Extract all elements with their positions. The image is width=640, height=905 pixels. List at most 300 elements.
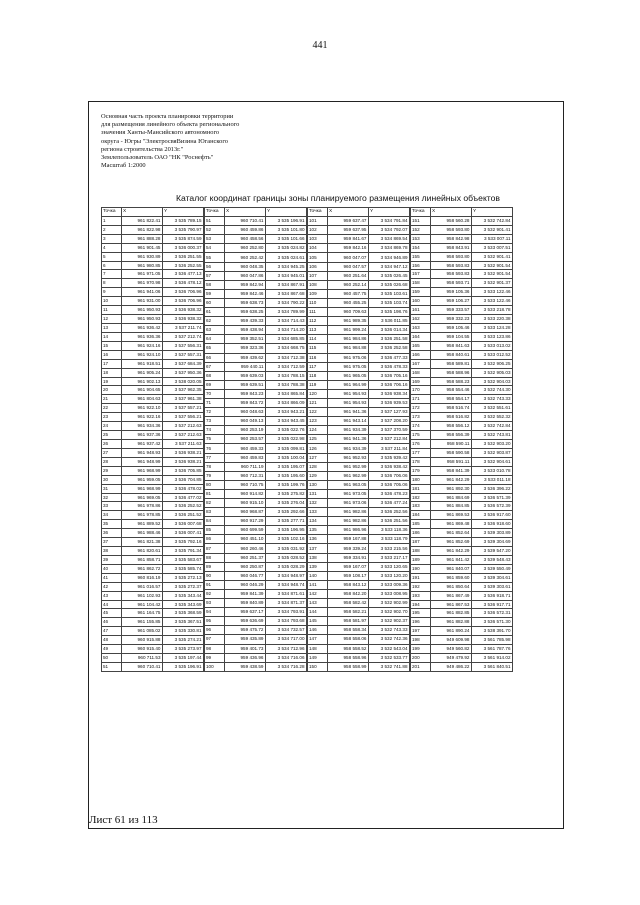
point-number-cell: 32 [102,493,122,502]
coordinate-table [307,207,410,672]
table-row [411,529,513,538]
x-coordinate-cell: 959 637.47 [328,217,369,226]
y-coordinate-cell: 3 536 007.41 [163,529,204,538]
point-number-cell: 126 [308,444,328,453]
y-coordinate-cell: 3 537 684.39 [163,359,204,368]
table-row [308,235,410,244]
table-row [102,234,204,243]
x-coordinate-cell: 961 962.99 [328,471,369,480]
x-coordinate-cell: 961 978.86 [122,502,163,511]
y-coordinate-cell: 3 537 211.63 [163,439,204,448]
y-coordinate-cell: 3 533 007.51 [472,243,513,252]
point-number-cell: 107 [308,271,328,280]
table-row [411,457,513,466]
x-coordinate-cell: 961 869.48 [431,520,472,529]
y-coordinate-cell: 3 532 902.70 [369,608,410,617]
x-coordinate-cell: 959 843.72 [225,398,266,407]
y-coordinate-cell: 3 535 343.44 [163,591,204,600]
y-coordinate-cell: 3 535 585.74 [163,564,204,573]
y-coordinate-cell: 3 533 118.79 [369,535,410,544]
point-number-cell: 117 [308,362,328,371]
table-row [205,344,307,353]
point-number-cell: 105 [308,253,328,262]
y-coordinate-cell: 3 534 712.96 [266,644,307,653]
y-coordinate-cell: 3 535 103.74 [369,298,410,307]
x-coordinate-cell: 961 904.65 [122,386,163,395]
table-row [102,547,204,556]
x-coordinate-cell: 959 638.25 [225,308,266,317]
x-coordinate-cell: 959 439.62 [225,353,266,362]
x-coordinate-cell: 961 982.86 [328,517,369,526]
point-number-cell: 151 [411,216,431,225]
x-coordinate-cell: 961 852.69 [431,538,472,547]
point-number-cell: 179 [411,466,431,475]
table-row [411,538,513,547]
table-row [102,306,204,315]
x-coordinate-cell: 961 984.88 [328,344,369,353]
table-row [411,359,513,368]
table-row [308,653,410,662]
point-number-cell: 35 [102,520,122,529]
x-coordinate-cell: 961 978.85 [122,511,163,520]
table-row [205,389,307,398]
y-coordinate-cell: 3 539 304.69 [472,538,513,547]
y-coordinate-cell: 3 536 014.34 [369,326,410,335]
point-number-cell: 33 [102,502,122,511]
y-coordinate-cell: 3 537 212.63 [163,431,204,440]
x-coordinate-cell: 959 636.69 [225,617,266,626]
table-row [411,591,513,600]
point-number-cell: 95 [205,617,225,626]
point-number-cell: 193 [411,591,431,600]
point-number-cell: 114 [308,335,328,344]
x-coordinate-cell: 960 048.35 [225,262,266,271]
point-number-cell: 42 [102,582,122,591]
table-row [411,234,513,243]
table-row [205,535,307,544]
y-coordinate-cell: 3 536 918.60 [472,520,513,529]
table-row [411,404,513,413]
y-coordinate-cell: 3 534 791.84 [369,217,410,226]
y-coordinate-cell: 3 534 714.20 [266,326,307,335]
table-row [205,653,307,662]
table-row [205,526,307,535]
point-number-cell: 3 [102,234,122,243]
x-coordinate-cell: 961 842.29 [431,475,472,484]
y-coordinate-cell: 3 537 961.38 [163,395,204,404]
table-row [411,582,513,591]
y-coordinate-cell: 3 537 212.74 [163,332,204,341]
x-coordinate-cell: 961 936.36 [122,332,163,341]
y-coordinate-cell: 3 535 024.61 [266,253,307,262]
table-row [102,243,204,252]
y-coordinate-cell: 3 539 548.43 [472,555,513,564]
point-number-cell: 110 [308,298,328,307]
x-coordinate-cell: 961 986.96 [328,526,369,535]
y-coordinate-cell: 3 534 716.06 [266,653,307,662]
point-number-cell: 111 [308,308,328,317]
point-number-cell: 98 [205,644,225,653]
column-header: Y [266,208,307,217]
point-number-cell: 56 [205,262,225,271]
x-coordinate-cell: 958 590.11 [431,439,472,448]
table-row [205,580,307,589]
point-number-cell: 135 [308,526,328,535]
point-number-cell: 138 [308,553,328,562]
point-number-cell: 92 [205,589,225,598]
table-row [411,395,513,404]
y-coordinate-cell: 3 534 869.54 [369,235,410,244]
table-row [102,448,204,457]
y-coordinate-cell: 3 536 252.55 [163,261,204,270]
point-number-cell: 129 [308,471,328,480]
y-coordinate-cell: 3 532 904.61 [472,457,513,466]
y-coordinate-cell: 3 537 211.74 [163,323,204,332]
table-row [205,298,307,307]
x-coordinate-cell: 961 804.63 [122,395,163,404]
table-row [411,306,513,315]
table-row [308,644,410,653]
y-coordinate-cell: 3 537 962.35 [163,386,204,395]
table-row [411,315,513,324]
point-number-cell: 22 [102,404,122,413]
y-coordinate-cell: 3 537 950.36 [163,368,204,377]
table-row [205,271,307,280]
x-coordinate-cell: 961 869.53 [431,511,472,520]
table-row [205,599,307,608]
coordinate-grid [101,207,560,672]
table-row [411,368,513,377]
table-row [102,618,204,627]
x-coordinate-cell: 960 915.10 [225,499,266,508]
point-number-cell: 75 [205,435,225,444]
point-number-cell: 146 [308,626,328,635]
point-number-cell: 144 [308,608,328,617]
y-coordinate-cell: 3 532 552.32 [472,413,513,422]
point-number-cell: 156 [411,261,431,270]
table-row [205,435,307,444]
x-coordinate-cell: 960 712.31 [225,471,266,480]
column-header: Точка [102,208,122,217]
point-number-cell: 100 [205,662,225,671]
table-row [102,466,204,475]
y-coordinate-cell: 3 535 102.16 [266,535,307,544]
x-coordinate-cell: 961 930.89 [122,252,163,261]
point-number-cell: 16 [102,350,122,359]
y-coordinate-cell: 3 534 943.21 [266,408,307,417]
point-number-cell: 158 [411,279,431,288]
point-number-cell: 115 [308,344,328,353]
table-row [102,270,204,279]
x-coordinate-cell: 958 516.82 [431,413,472,422]
y-coordinate-cell: 3 536 938.42 [369,462,410,471]
point-number-cell: 184 [411,511,431,520]
table-row [102,555,204,564]
point-number-cell: 78 [205,462,225,471]
table-row [308,453,410,462]
x-coordinate-cell: 958 593.83 [431,270,472,279]
y-coordinate-cell: 3 536 938.32 [163,315,204,324]
x-coordinate-cell: 959 167.88 [328,535,369,544]
x-coordinate-cell: 958 558.99 [328,662,369,671]
x-coordinate-cell: 961 840.07 [431,564,472,573]
y-coordinate-cell: 3 536 938.21 [163,457,204,466]
x-coordinate-cell: 949 560.82 [431,645,472,654]
x-coordinate-cell: 949 486.22 [431,663,472,672]
y-coordinate-cell: 3 535 024.82 [266,244,307,253]
x-coordinate-cell: 961 968.99 [122,466,163,475]
y-coordinate-cell: 3 534 948.97 [266,571,307,580]
table-row [411,431,513,440]
x-coordinate-cell: 961 963.05 [328,480,369,489]
y-coordinate-cell: 3 539 547.20 [472,547,513,556]
point-number-cell: 169 [411,377,431,386]
x-coordinate-cell: 959 401.73 [225,644,266,653]
point-number-cell: 159 [411,288,431,297]
table-row [102,404,204,413]
point-number-cell: 132 [308,499,328,508]
table-row [308,553,410,562]
y-coordinate-cell: 3 536 252.58 [369,344,410,353]
table-row [411,386,513,395]
x-coordinate-cell: 958 593.80 [431,225,472,234]
y-coordinate-cell: 3 534 712.38 [266,353,307,362]
x-coordinate-cell: 958 556.12 [431,422,472,431]
x-coordinate-cell: 961 973.05 [328,489,369,498]
point-number-cell: 192 [411,582,431,591]
x-coordinate-cell: 958 842.20 [328,589,369,598]
x-coordinate-cell: 958 556.39 [431,431,472,440]
y-coordinate-cell: 3 532 743.81 [472,431,513,440]
x-coordinate-cell: 960 915.88 [122,636,163,645]
y-coordinate-cell: 3 532 901.37 [472,279,513,288]
x-coordinate-cell: 959 637.95 [328,226,369,235]
x-coordinate-cell: 958 843.91 [431,243,472,252]
y-coordinate-cell: 3 535 275.82 [266,489,307,498]
point-number-cell: 112 [308,317,328,326]
x-coordinate-cell: 961 959.05 [122,475,163,484]
column-header: X [225,208,266,217]
table-row [411,475,513,484]
point-number-cell: 87 [205,544,225,553]
point-number-cell: 85 [205,526,225,535]
y-coordinate-cell: 3 532 743.33 [369,626,410,635]
x-coordinate-cell: 961 155.85 [122,618,163,627]
table-row [102,591,204,600]
point-number-cell: 173 [411,413,431,422]
table-row [308,317,410,326]
column-header: Точка [308,208,328,217]
point-number-cell: 76 [205,444,225,453]
point-number-cell: 140 [308,571,328,580]
y-coordinate-cell: 3 536 477.24 [369,499,410,508]
x-coordinate-cell: 960 451.10 [225,535,266,544]
y-coordinate-cell: 3 534 788.38 [266,380,307,389]
table-row [205,453,307,462]
point-number-cell: 86 [205,535,225,544]
point-number-cell: 131 [308,489,328,498]
table-row [205,362,307,371]
x-coordinate-cell: 960 459.33 [225,444,266,453]
x-coordinate-cell: 960 457.75 [328,289,369,298]
table-row [205,326,307,335]
point-number-cell: 80 [205,480,225,489]
point-number-cell: 163 [411,323,431,332]
table-row [205,217,307,226]
point-number-cell: 38 [102,547,122,556]
point-number-cell: 79 [205,471,225,480]
y-coordinate-cell: 3 536 705.06 [369,480,410,489]
point-number-cell: 84 [205,517,225,526]
y-coordinate-cell: 3 532 533.77 [369,653,410,662]
table-row [411,654,513,663]
table-row [102,288,204,297]
point-number-cell: 13 [102,323,122,332]
table-header-row [411,208,513,217]
x-coordinate-cell: 960 253.57 [225,435,266,444]
point-number-cell: 128 [308,462,328,471]
y-coordinate-cell: 3 536 938.34 [369,389,410,398]
table-row [102,225,204,234]
point-number-cell: 40 [102,564,122,573]
table-row [102,413,204,422]
x-coordinate-cell: 961 931.00 [122,297,163,306]
table-row [102,377,204,386]
y-coordinate-cell: 3 536 251.52 [163,511,204,520]
y-coordinate-cell: 3 536 572.31 [472,609,513,618]
y-coordinate-cell: 3 532 905.03 [472,368,513,377]
x-coordinate-cell: 959 638.73 [225,298,266,307]
x-coordinate-cell: 959 333.57 [431,306,472,315]
x-coordinate-cell: 958 554.17 [431,395,472,404]
point-number-cell: 2 [102,225,122,234]
point-number-cell: 49 [102,645,122,654]
table-row [308,635,410,644]
x-coordinate-cell: 960 047.57 [328,262,369,271]
y-coordinate-cell: 3 535 195.60 [266,471,307,480]
x-coordinate-cell: 960 251.37 [225,553,266,562]
project-header [101,113,361,170]
y-coordinate-cell: 3 535 195.07 [266,462,307,471]
x-coordinate-cell: 961 948.99 [122,457,163,466]
column-header: Y [163,208,204,217]
table-row [102,493,204,502]
y-coordinate-cell: 3 534 869.78 [369,244,410,253]
x-coordinate-cell: 958 558.34 [328,626,369,635]
table-row [205,571,307,580]
table-row [102,600,204,609]
table-row [411,511,513,520]
y-coordinate-cell: 3 535 196.95 [266,526,307,535]
point-number-cell: 113 [308,326,328,335]
x-coordinate-cell: 958 558.96 [328,653,369,662]
x-coordinate-cell: 960 459.86 [225,226,266,235]
y-coordinate-cell: 3 532 543.04 [369,644,410,653]
point-number-cell: 161 [411,306,431,315]
y-coordinate-cell: 3 533 010.78 [472,466,513,475]
y-coordinate-cell: 3 538 391.70 [472,627,513,636]
table-row [102,315,204,324]
y-coordinate-cell: 3 535 276.04 [266,499,307,508]
y-coordinate-cell: 3 535 196.91 [163,663,204,672]
point-number-cell: 191 [411,573,431,582]
table-row [411,493,513,502]
table-row [308,271,410,280]
table-row [308,253,410,262]
table-row [205,544,307,553]
point-number-cell: 104 [308,244,328,253]
column-header: Точка [411,208,431,217]
x-coordinate-cell: 961 859.60 [431,573,472,582]
y-coordinate-cell: 3 532 902.37 [369,617,410,626]
y-coordinate-cell: 3 534 716.28 [266,662,307,671]
y-coordinate-cell: 3 534 793.91 [266,608,307,617]
x-coordinate-cell: 961 901.45 [122,243,163,252]
point-number-cell: 18 [102,368,122,377]
point-number-cell: 50 [102,654,122,663]
point-number-cell: 41 [102,573,122,582]
point-number-cell: 145 [308,617,328,626]
point-number-cell: 189 [411,555,431,564]
y-coordinate-cell: 3 536 251.58 [369,335,410,344]
x-coordinate-cell: 961 988.46 [122,529,163,538]
point-number-cell: 197 [411,627,431,636]
point-number-cell: 12 [102,315,122,324]
table-row [205,253,307,262]
table-header-row [308,208,410,217]
y-coordinate-cell: 3 535 343.69 [163,600,204,609]
x-coordinate-cell: 959 436.96 [225,653,266,662]
table-row [102,323,204,332]
point-number-cell: 48 [102,636,122,645]
y-coordinate-cell: 3 539 303.61 [472,582,513,591]
x-coordinate-cell: 960 253.19 [225,426,266,435]
x-coordinate-cell: 960 252.42 [225,253,266,262]
y-coordinate-cell: 3 561 914.02 [472,654,513,663]
x-coordinate-cell: 959 105.36 [431,288,472,297]
y-coordinate-cell: 3 535 273.97 [163,645,204,654]
y-coordinate-cell: 3 533 123.86 [472,332,513,341]
point-number-cell: 147 [308,635,328,644]
table-row [308,499,410,508]
point-number-cell: 83 [205,508,225,517]
y-coordinate-cell: 3 532 901.54 [472,270,513,279]
table-row [205,517,307,526]
table-row [411,288,513,297]
y-coordinate-cell: 3 536 705.16 [369,371,410,380]
point-number-cell: 1 [102,216,122,225]
y-coordinate-cell: 3 537 557.21 [163,404,204,413]
point-number-cell: 182 [411,493,431,502]
point-number-cell: 23 [102,413,122,422]
table-row [102,386,204,395]
y-coordinate-cell: 3 535 101.80 [266,226,307,235]
point-number-cell: 46 [102,618,122,627]
table-row [102,484,204,493]
point-number-cell: 96 [205,626,225,635]
y-coordinate-cell: 3 534 685.85 [266,335,307,344]
point-number-cell: 11 [102,306,122,315]
x-coordinate-cell: 961 950.93 [122,306,163,315]
y-coordinate-cell: 3 534 948.74 [266,580,307,589]
x-coordinate-cell: 961 980.85 [122,261,163,270]
x-coordinate-cell: 961 975.05 [328,362,369,371]
point-number-cell: 130 [308,480,328,489]
point-number-cell: 89 [205,562,225,571]
x-coordinate-cell: 959 841.39 [225,589,266,598]
point-number-cell: 36 [102,529,122,538]
table-row [411,332,513,341]
